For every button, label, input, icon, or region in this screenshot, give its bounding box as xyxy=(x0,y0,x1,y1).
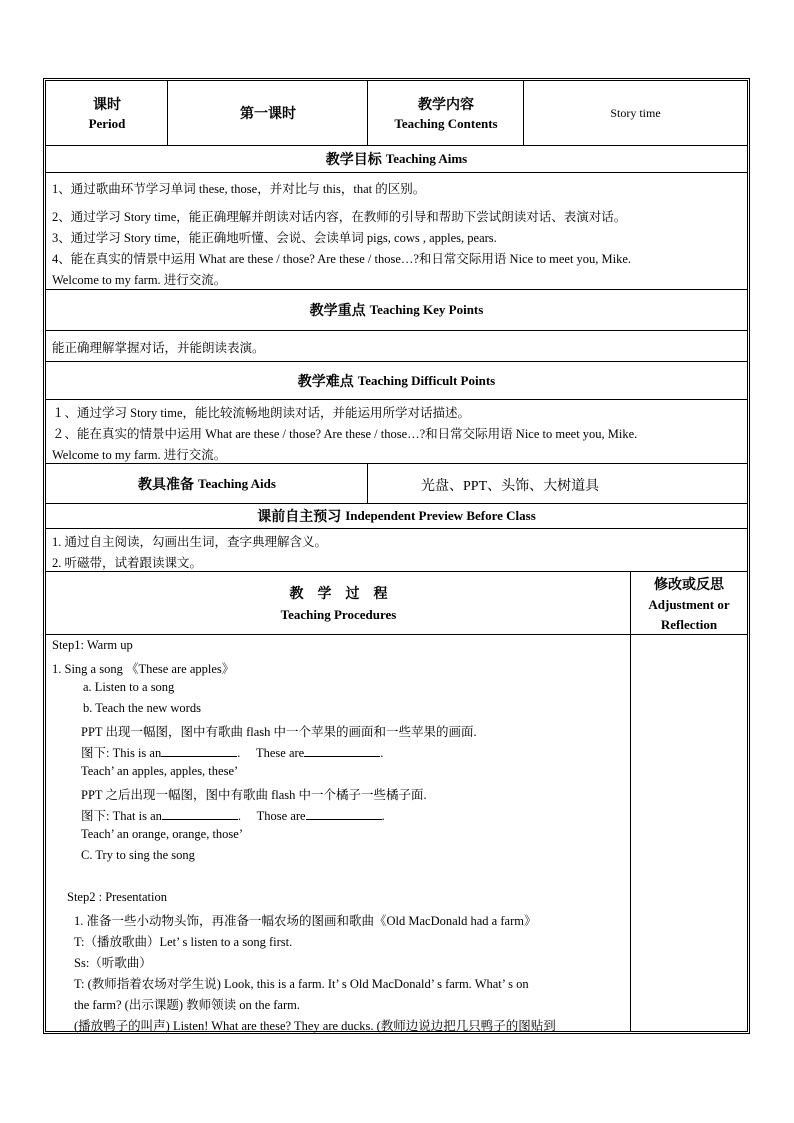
procedure-line: Ss:（听歌曲） xyxy=(74,956,152,970)
content-value-cell xyxy=(524,81,747,145)
blank-line xyxy=(162,808,238,820)
difficult-item: ２、能在真实的情景中运用 What are these / those? Are these / those…?和日常交际用语 Nice to meet you, Mike. xyxy=(52,427,638,441)
blank-line xyxy=(306,808,382,820)
preview-title-cn: 课前自主预习 xyxy=(257,510,342,525)
aids-value-cell xyxy=(368,464,747,503)
procedure-line: T:（播放歌曲）Let’ s listen to a song first. xyxy=(74,935,293,949)
content-label-en: Teaching Contents xyxy=(394,116,498,131)
period-value-cell xyxy=(168,81,368,145)
key-points-content-row xyxy=(46,331,747,362)
period-label-cell xyxy=(46,81,168,145)
procedure-line: T: (教师指着农场对学生说) Look, this is a farm. It’ s Old MacDonald’ s farm. What’ s on xyxy=(74,977,529,991)
aids-label-cell xyxy=(46,464,368,503)
content-value: Story time xyxy=(610,105,661,120)
procedures-title-cell xyxy=(46,572,631,634)
procedure-line: a. Listen to a song xyxy=(83,680,175,694)
difficult-item: Welcome to my farm. 进行交流。 xyxy=(52,448,227,462)
blank-line xyxy=(304,745,380,757)
lesson-plan-table xyxy=(43,78,750,1034)
aims-title-en: Teaching Aims xyxy=(385,151,468,166)
difficult-points-content-row xyxy=(46,400,747,464)
procedure-line: b. Teach the new words xyxy=(83,701,201,715)
procedure-line-blank: 图下: This is an . These are . xyxy=(81,746,384,760)
procedure-line: the farm? (出示课题) 教师领读 on the farm. xyxy=(74,998,300,1012)
procedure-line: (播放鸭子的叫声) Listen! What are these? They are ducks. (教师边说边把几只鸭子的图贴到 xyxy=(74,1019,556,1033)
difficult-item: １、通过学习 Story time，能比较流畅地朗读对话，并能运用所学对话描述。 xyxy=(52,406,471,420)
procedures-header-row xyxy=(46,572,747,635)
procedure-line: 1. 准备一些小动物头饰，再准备一幅农场的图画和歌曲《Old MacDonald had a farm》 xyxy=(74,914,537,928)
blank-line xyxy=(161,745,237,757)
procedure-line: 1. Sing a song 《These are apples》 xyxy=(52,662,235,676)
aims-title-cn: 教学目标 xyxy=(325,153,382,168)
reflection-title-cn: 修改或反思 xyxy=(654,577,724,593)
header-row xyxy=(46,81,747,146)
procedure-line: Step2 : Presentation xyxy=(67,890,167,904)
blank-prompt: 图下: That is an xyxy=(81,809,162,823)
procedure-line: Teach’ an apples, apples, these’ xyxy=(81,764,239,778)
period-label-en: Period xyxy=(88,116,126,131)
aids-row xyxy=(46,464,747,504)
aids-title-en: Teaching Aids xyxy=(198,475,276,491)
period-value: 第一课时 xyxy=(240,107,296,122)
aims-item: 2、通过学习 Story time，能正确理解并朗读对话内容，在教师的引导和帮助下尝试朗读对话、表演对话。 xyxy=(52,210,627,224)
procedures-body xyxy=(46,635,747,1031)
aids-title-cn: 教具准备 xyxy=(138,477,195,493)
preview-item: 2. 听磁带，试着跟读课文。 xyxy=(52,556,203,570)
procedure-line: PPT 出现一幅图，图中有歌曲 flash 中一个苹果的画面和一些苹果的画面. xyxy=(81,725,477,739)
content-label-cn: 教学内容 xyxy=(418,98,474,113)
reflection-title-en1: Adjustment or xyxy=(648,596,730,612)
blank-prompt: Those are xyxy=(256,809,306,823)
key-points-text: 能正确理解掌握对话，并能朗读表演。 xyxy=(52,341,265,355)
reflection-title-en2: Reflection xyxy=(660,616,718,632)
difficult-points-title-cn: 教学难点 xyxy=(297,374,354,390)
aims-item: 4、能在真实的情景中运用 What are these / those? Are these / those…?和日常交际用语 Nice to meet you, Mike. xyxy=(52,252,632,266)
aims-item: 3、通过学习 Story time，能正确地听懂、会说、会读单词 pigs, cows , apples, pears. xyxy=(52,231,497,245)
procedures-title-en: Teaching Procedures xyxy=(280,607,397,622)
procedures-title-cn: 教 学 过 程 xyxy=(289,587,388,602)
key-points-title-en: Teaching Key Points xyxy=(369,302,484,317)
preview-title-en: Independent Preview Before Class xyxy=(345,508,536,523)
preview-content-row xyxy=(46,529,747,572)
aims-item: Welcome to my farm. 进行交流。 xyxy=(52,273,227,287)
procedure-line-blank: 图下: That is an . Those are . xyxy=(81,809,385,823)
procedure-line: Step1: Warm up xyxy=(52,638,133,652)
key-points-title-cn: 教学重点 xyxy=(309,304,366,319)
aids-value: 光盘、PPT、头饰、大树道具 xyxy=(421,479,600,494)
preview-item: 1. 通过自主阅读，勾画出生词，查字典理解含义。 xyxy=(52,535,328,549)
procedure-line: C. Try to sing the song xyxy=(81,848,195,862)
preview-title-row xyxy=(46,504,747,529)
difficult-points-title-row xyxy=(46,362,747,400)
aims-content-row xyxy=(46,173,747,290)
blank-prompt: These are xyxy=(255,746,305,760)
aims-title-row xyxy=(46,146,747,173)
procedure-line: PPT 之后出现一幅图，图中有歌曲 flash 中一个橘子一些橘子面. xyxy=(81,788,427,802)
period-label-cn: 课时 xyxy=(93,98,121,113)
aims-item: 1、通过歌曲环节学习单词 these, those，并对比与 this，that 的区别。 xyxy=(52,182,426,196)
reflection-title-cell xyxy=(631,572,747,634)
difficult-points-title-en: Teaching Difficult Points xyxy=(357,372,496,388)
procedure-line: Teach’ an orange, orange, those’ xyxy=(81,827,244,841)
key-points-title-row xyxy=(46,290,747,331)
content-label-cell xyxy=(368,81,524,145)
blank-prompt: 图下: This is an xyxy=(81,746,162,760)
